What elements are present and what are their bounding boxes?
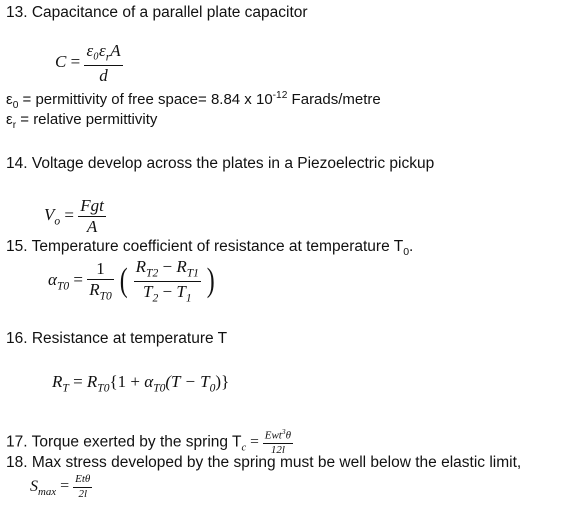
- fraction-denominator: $R_{T0}$: [89, 279, 112, 303]
- fraction-numerator: 1: [87, 260, 114, 280]
- fraction-denominator: 2l: [78, 487, 88, 500]
- relative-permittivity-definition: $\varepsilon_r$ = relative permittivity: [6, 111, 158, 131]
- fraction-denominator: 12l: [270, 444, 285, 457]
- resistance-symbol: $R_T$: [52, 372, 69, 395]
- voltage-fraction: [78, 197, 106, 236]
- stress-symbol: $S_{max}$: [30, 477, 57, 498]
- item-14-title: 14. Voltage develop across the plates in a Piezoelectric pickup: [6, 155, 435, 172]
- alpha-term: $\alpha_{T0}$: [144, 372, 166, 395]
- piezo-voltage-formula: [44, 197, 106, 236]
- item-13-title: 13. Capacitance of a parallel plate capacitor: [6, 4, 308, 21]
- capacitance-symbol: C: [55, 52, 67, 72]
- fraction-numerator: Etθ: [73, 474, 92, 488]
- reference-resistance: $R_{T0}$: [86, 372, 110, 395]
- fraction-numerator: $R_{T2} - R_{T1}$: [134, 258, 201, 282]
- resistance-formula: [52, 372, 229, 394]
- capacitance-fraction: [84, 42, 122, 84]
- right-paren: ): [206, 262, 215, 300]
- max-stress-formula: [30, 474, 92, 500]
- equals-sign: =: [68, 372, 87, 391]
- fraction-numerator: Ewt$^3$θ: [263, 428, 293, 444]
- fraction-denominator: A: [86, 216, 98, 236]
- permittivity-definition: $\varepsilon_0$ = permittivity of free space= 8.84 x $10^{-12}$ Farads/metre: [6, 90, 381, 111]
- item-17-title: 17. Torque exerted by the spring $T_c$ = $\frac{Ewt^3\theta}{12l}$: [6, 427, 291, 457]
- equals-sign: =: [70, 52, 81, 72]
- item-16-title: 16. Resistance at temperature T: [6, 330, 228, 347]
- fraction-denominator: $T_2 - T_1$: [143, 281, 192, 304]
- left-paren: (: [119, 262, 128, 300]
- torque-fraction: [263, 428, 293, 457]
- item-15-title: 15. Temperature coefficient of resistance at temperature $T_0$.: [6, 238, 414, 259]
- difference-fraction: [134, 258, 201, 304]
- voltage-symbol: $V_o$: [44, 205, 61, 228]
- capacitance-formula: [55, 42, 123, 84]
- temperature-difference: ($T - T_0$: [165, 372, 216, 395]
- equals-sign: =: [56, 477, 74, 495]
- equals-sign: =: [73, 269, 83, 289]
- fraction-numerator: Fgt: [80, 196, 104, 215]
- brace-open: {1 +: [109, 372, 145, 391]
- item-18-title: 18. Max stress developed by the spring must be well below the elastic limit,: [6, 454, 522, 471]
- reciprocal-fraction: [87, 260, 114, 302]
- alpha-symbol: $\alpha_{T0}$: [48, 269, 70, 293]
- temperature-coefficient-formula: [48, 258, 217, 304]
- equals-sign: =: [64, 205, 75, 225]
- stress-fraction: [73, 474, 92, 500]
- fraction-numerator: $\varepsilon_0\varepsilon_rA$: [84, 42, 122, 66]
- fraction-denominator: d: [99, 65, 108, 85]
- brace-close: )}: [215, 372, 230, 391]
